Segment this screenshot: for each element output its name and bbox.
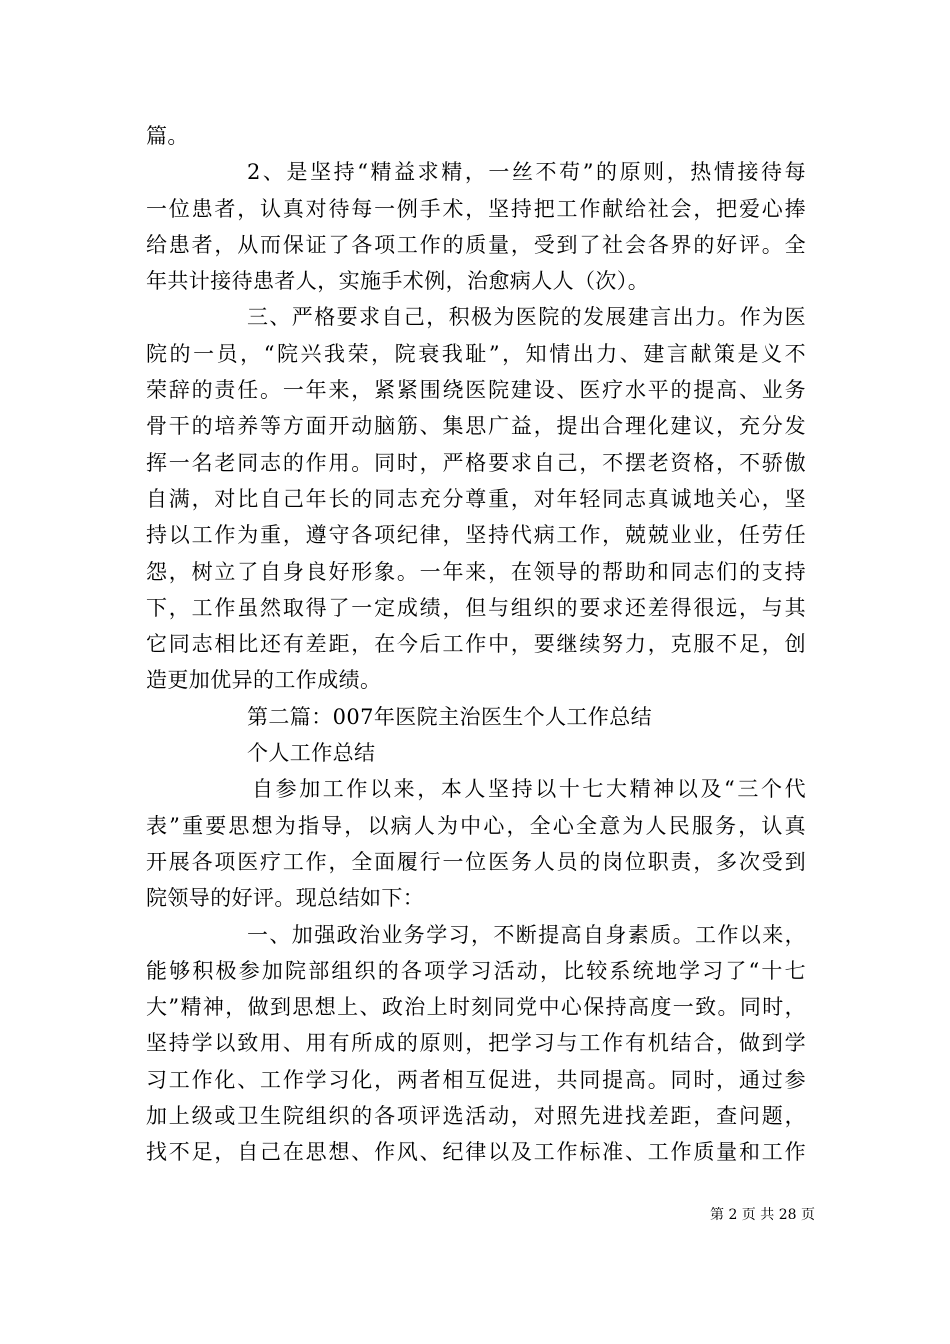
text-line: 自满，对比自己年长的同志充分尊重，对年轻同志真诚地关心，坚 xyxy=(146,486,806,511)
text-line: 它同志相比还有差距，在今后工作中，要继续努力，克服不足，创 xyxy=(146,632,806,657)
body-text xyxy=(146,118,806,1171)
text-line: 下，工作虽然取得了一定成绩，但与组织的要求还差得很远，与其 xyxy=(146,595,806,620)
text-line: 找不足，自己在思想、作风、纪律以及工作标准、工作质量和工作 xyxy=(146,1140,806,1165)
text-line: 荣辞的责任。一年来，紧紧围绕医院建设、医疗水平的提高、业务 xyxy=(146,378,806,403)
text-line: 给患者，从而保证了各项工作的质量，受到了社会各界的好评。全 xyxy=(146,232,806,257)
text-line: 院领导的好评。现总结如下： xyxy=(146,886,425,911)
paragraph-start-line: 一、加强政治业务学习，不断提高自身素质。工作以来， xyxy=(247,922,806,947)
paragraph-start-line: 三、严格要求自己，积极为医院的发展建言出力。作为医 xyxy=(247,305,806,330)
text-line: 一位患者，认真对待每一例手术，坚持把工作献给社会，把爱心捧 xyxy=(146,196,806,221)
text-line: 篇。 xyxy=(146,124,189,148)
text-line: 怨，树立了自身良好形象。一年来，在领导的帮助和同志们的支持 xyxy=(146,559,806,584)
text-line: 挥一名老同志的作用。同时，严格要求自己，不摆老资格，不骄傲 xyxy=(146,450,806,475)
section-heading: 第二篇：007年医院主治医生个人工作总结 xyxy=(247,704,653,729)
text-line: 大”精神，做到思想上、政治上时刻同党中心保持高度一致。同时， xyxy=(146,995,806,1020)
page-number: 第 2 页 共 28 页 xyxy=(710,1207,815,1223)
text-line: 持以工作为重，遵守各项纪律，坚持代病工作，兢兢业业，任劳任 xyxy=(146,523,806,548)
text-line: 开展各项医疗工作，全面履行一位医务人员的岗位职责，多次受到 xyxy=(146,849,806,874)
text-line: 坚持学以致用、用有所成的原则，把学习与工作有机结合，做到学 xyxy=(146,1031,806,1056)
text-line: 骨干的培养等方面开动脑筋、集思广益，提出合理化建议，充分发 xyxy=(146,414,806,439)
paragraph-start-line: 2、是坚持“精益求精，一丝不苟”的原则，热情接待每 xyxy=(247,160,806,185)
text-line: 加上级或卫生院组织的各项评选活动，对照先进找差距，查问题， xyxy=(146,1104,806,1129)
text-line: 年共计接待患者人，实施手术例，治愈病人人（次）。 xyxy=(146,269,650,294)
text-line: 造更加优异的工作成绩。 xyxy=(146,668,382,693)
text-line: 能够积极参加院部组织的各项学习活动，比较系统地学习了“十七 xyxy=(146,958,806,983)
text-line: 表”重要思想为指导，以病人为中心，全心全意为人民服务，认真 xyxy=(146,813,806,838)
subsection-heading: 个人工作总结 xyxy=(247,741,376,766)
text-line: 习工作化、工作学习化，两者相互促进，共同提高。同时，通过参 xyxy=(146,1067,806,1092)
text-line: 院的一员，“院兴我荣，院衰我耻”，知情出力、建言献策是义不 xyxy=(146,341,806,366)
paragraph-start-line: 自参加工作以来，本人坚持以十七大精神以及“三个代 xyxy=(252,777,806,802)
